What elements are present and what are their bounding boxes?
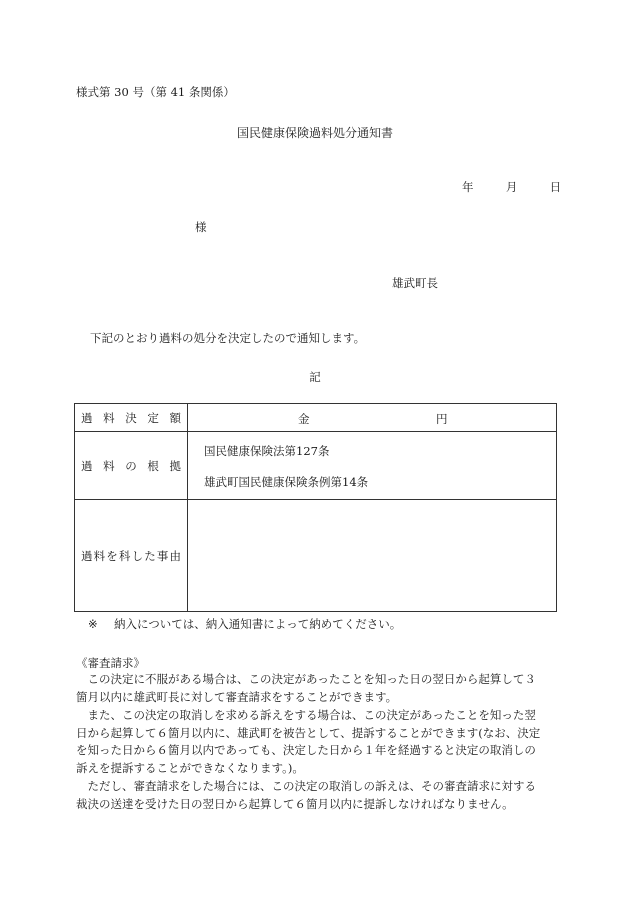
appeal-line: また、この決定の取消しを求める訴えをする場合は、この決定があったことを知った翌 (76, 708, 536, 722)
reason-label-cell (75, 500, 188, 612)
reason-label-char: 事 (156, 548, 169, 563)
date-line (462, 179, 561, 195)
appeal-paragraph-3 (76, 778, 556, 813)
basis-label-cell (75, 432, 188, 500)
basis-label-char: 過 (81, 458, 93, 473)
reason-label-char: 科 (118, 548, 131, 563)
date-day: 日 (549, 180, 562, 194)
table-row-basis (75, 432, 557, 500)
date-year: 年 (462, 180, 474, 194)
table-row-amount (75, 404, 557, 432)
appeal-line: この決定に不服がある場合は、この決定があったことを知った日の翌日から起算して３ (76, 672, 536, 686)
appeal-line: 裁決の送達を受けた日の翌日から起算して６箇月以内に提訴しなければなりません。 (76, 796, 514, 811)
note-mark: ※ (88, 617, 98, 631)
form-number: 様式第 30 号（第 41 条関係） (76, 85, 235, 99)
amount-yen: 円 (436, 412, 448, 426)
appeal-line: 訴えを提訴することができなくなります。)。 (76, 760, 304, 775)
note-text: 納入については、納入通知書によって納めてください。 (114, 617, 402, 631)
penalty-table (74, 403, 557, 612)
appeal-line: ただし、審査請求をした場合には、この決定の取消しの訴えは、その審査請求に対する (76, 779, 536, 793)
document-title: 国民健康保険過料処分通知書 (236, 126, 393, 140)
appeal-paragraph-1 (76, 671, 556, 706)
reason-label-char: し (131, 548, 144, 563)
amount-label-char: 料 (103, 410, 115, 425)
payment-note (88, 616, 401, 632)
amount-kin: 金 (298, 412, 310, 426)
reason-label-char: を (106, 548, 118, 563)
intro-text: 下記のとおり過料の処分を決定したので通知します。 (90, 331, 366, 345)
basis-label-char: 料 (103, 458, 115, 473)
reason-label (75, 548, 187, 564)
date-month: 月 (505, 180, 518, 194)
reason-label-char: 過 (81, 548, 93, 563)
reason-label-char: 由 (169, 548, 181, 563)
appeal-line: を知った日から６箇月以内であっても、決定した日から１年を経過すると決定の取消しの (76, 743, 536, 758)
basis-ordinance: 雄武町国民健康保険条例第14条 (204, 475, 369, 489)
appeal-paragraph-2 (76, 707, 556, 777)
appeal-line: 日から起算して６箇月以内に、雄武町を被告として、提訴することができます(なお、決定 (76, 725, 541, 740)
table-row-reason (75, 500, 557, 612)
reason-label-char: た (144, 548, 156, 563)
amount-label-char: 定 (147, 410, 159, 425)
basis-value-cell (188, 432, 557, 500)
amount-value-cell (188, 404, 557, 432)
sender: 雄武町長 (392, 276, 438, 290)
reason-value-cell (188, 500, 557, 612)
appeal-line: 箇月以内に雄武町長に対して審査請求をすることができます。 (76, 689, 398, 704)
basis-label-char: の (125, 458, 137, 473)
amount-label-char: 額 (169, 410, 181, 425)
basis-label-char: 拠 (169, 458, 181, 473)
basis-label (75, 458, 187, 474)
basis-law: 国民健康保険法第127条 (204, 444, 330, 458)
basis-label-char: 根 (147, 458, 159, 473)
ki-heading: 記 (309, 370, 321, 384)
appeal-heading: 《審査請求》 (76, 656, 145, 670)
amount-label-cell (75, 404, 188, 432)
reason-label-char: 料 (93, 548, 106, 563)
amount-label (75, 410, 187, 426)
amount-label-char: 決 (125, 410, 137, 425)
addressee-suffix: 様 (195, 220, 207, 234)
amount-label-char: 過 (81, 410, 93, 425)
